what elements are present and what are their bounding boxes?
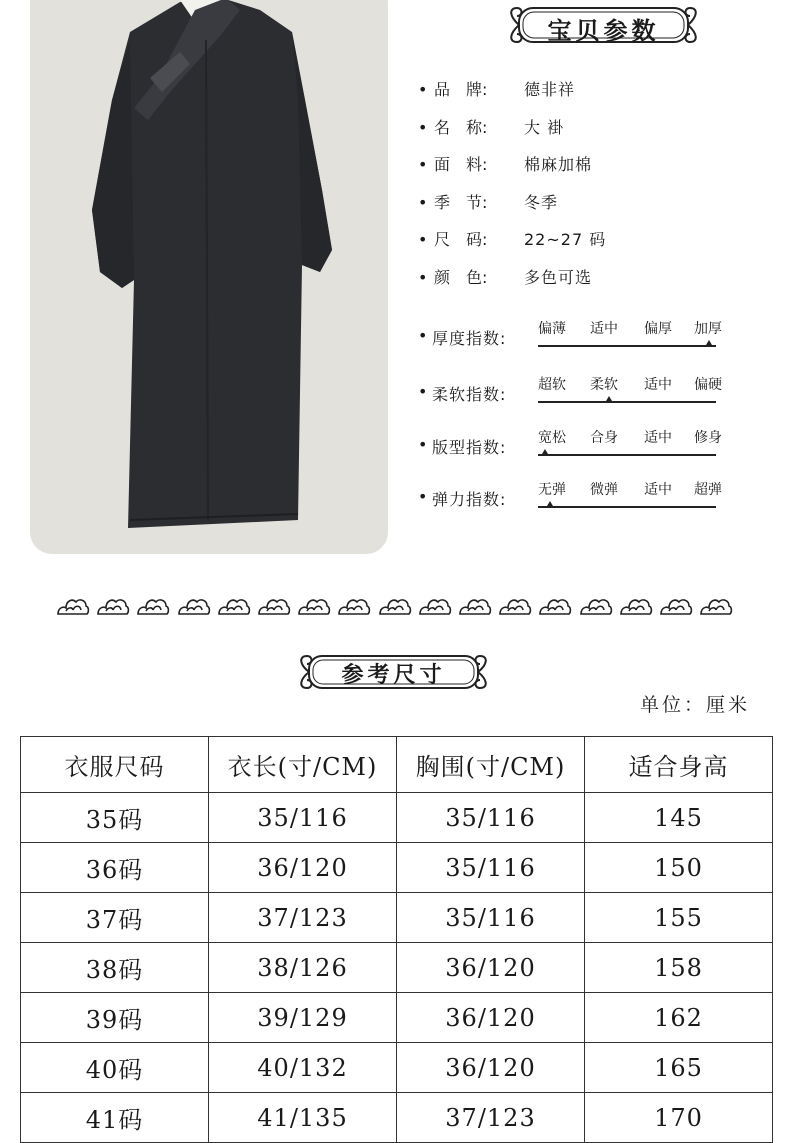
scale-option: 宽松 xyxy=(538,430,566,446)
scale-label: 柔软指数: xyxy=(432,385,507,404)
scale-option: 修身 xyxy=(694,430,722,446)
table-row xyxy=(21,843,773,893)
scale-thickness xyxy=(418,318,728,362)
table-cell: 37/123 xyxy=(209,893,397,943)
auspicious-cloud-icon xyxy=(337,590,371,620)
auspicious-cloud-icon xyxy=(217,590,251,620)
scale-option: 合身 xyxy=(590,430,618,446)
size-table xyxy=(20,736,773,1143)
table-cell: 37/123 xyxy=(397,1093,585,1143)
table-row xyxy=(21,993,773,1043)
scale-marker xyxy=(606,396,612,401)
table-cell: 170 xyxy=(585,1093,773,1143)
attr-key: 尺 码: xyxy=(434,230,488,249)
auspicious-cloud-icon xyxy=(699,590,733,620)
table-row xyxy=(21,1093,773,1143)
robe-illustration xyxy=(30,0,388,554)
scale-option: 柔软 xyxy=(590,377,618,393)
scale-option: 微弹 xyxy=(590,482,618,498)
table-cell: 35/116 xyxy=(397,893,585,943)
table-cell: 35/116 xyxy=(397,793,585,843)
bullet-icon: • xyxy=(418,435,428,454)
header-size: 衣服尺码 xyxy=(21,737,209,793)
scale-option: 适中 xyxy=(590,321,618,337)
header-chest: 胸围(寸/CM) xyxy=(397,737,585,793)
header-height: 适合身高 xyxy=(585,737,773,793)
table-cell: 162 xyxy=(585,993,773,1043)
auspicious-cloud-icon xyxy=(579,590,613,620)
scale-option: 无弹 xyxy=(538,482,566,498)
scale-track xyxy=(538,454,716,456)
table-cell: 36/120 xyxy=(209,843,397,893)
bullet-icon: • xyxy=(418,268,428,287)
scale-option: 适中 xyxy=(644,377,672,393)
table-cell: 36/120 xyxy=(397,943,585,993)
table-cell: 165 xyxy=(585,1043,773,1093)
table-cell: 40码 xyxy=(21,1043,209,1093)
scale-fit xyxy=(418,427,728,471)
bullet-icon: • xyxy=(418,487,428,506)
product-photo xyxy=(30,0,388,554)
bullet-icon: • xyxy=(418,155,428,174)
auspicious-cloud-icon xyxy=(297,590,331,620)
table-cell: 145 xyxy=(585,793,773,843)
size-title-badge xyxy=(297,652,490,692)
table-cell: 36码 xyxy=(21,843,209,893)
table-cell: 39码 xyxy=(21,993,209,1043)
scale-option: 加厚 xyxy=(694,321,722,337)
bullet-icon: • xyxy=(418,326,428,345)
attr-value: 多色可选 xyxy=(524,268,593,287)
bullet-icon: • xyxy=(418,230,428,249)
attr-key: 颜 色: xyxy=(434,268,488,287)
attr-value: 22~27 码 xyxy=(524,230,607,249)
scale-elasticity xyxy=(418,479,728,523)
table-cell: 150 xyxy=(585,843,773,893)
attr-value: 冬季 xyxy=(524,193,559,212)
bullet-icon: • xyxy=(418,382,428,401)
scale-label: 版型指数: xyxy=(432,438,507,457)
auspicious-cloud-icon xyxy=(659,590,693,620)
auspicious-cloud-icon xyxy=(56,590,90,620)
table-cell: 37码 xyxy=(21,893,209,943)
scale-option: 适中 xyxy=(644,482,672,498)
table-cell: 35/116 xyxy=(397,843,585,893)
params-title-badge xyxy=(507,4,700,46)
attr-key: 季 节: xyxy=(434,193,488,212)
auspicious-cloud-icon xyxy=(136,590,170,620)
cloud-divider xyxy=(56,590,736,622)
auspicious-cloud-icon xyxy=(498,590,532,620)
table-cell: 36/120 xyxy=(397,1043,585,1093)
auspicious-cloud-icon xyxy=(538,590,572,620)
table-cell: 39/129 xyxy=(209,993,397,1043)
attr-value: 大 褂 xyxy=(524,118,565,137)
scale-softness xyxy=(418,374,728,418)
scale-track xyxy=(538,345,716,347)
attr-value: 棉麻加棉 xyxy=(524,155,593,174)
table-cell: 40/132 xyxy=(209,1043,397,1093)
table-row xyxy=(21,943,773,993)
table-row xyxy=(21,893,773,943)
table-header-row xyxy=(21,737,773,793)
scale-option: 偏硬 xyxy=(694,377,722,393)
attr-key: 名 称: xyxy=(434,118,488,137)
table-cell: 38码 xyxy=(21,943,209,993)
table-row xyxy=(21,793,773,843)
attr-key: 品 牌: xyxy=(434,80,488,99)
auspicious-cloud-icon xyxy=(418,590,452,620)
table-cell: 158 xyxy=(585,943,773,993)
bullet-icon: • xyxy=(418,80,428,99)
table-cell: 35/116 xyxy=(209,793,397,843)
scale-option: 偏薄 xyxy=(538,321,566,337)
auspicious-cloud-icon xyxy=(257,590,291,620)
table-cell: 41/135 xyxy=(209,1093,397,1143)
attr-key: 面 料: xyxy=(434,155,488,174)
scale-option: 超软 xyxy=(538,377,566,393)
table-cell: 36/120 xyxy=(397,993,585,1043)
unit-label: 单位：厘米 xyxy=(639,694,750,716)
bullet-icon: • xyxy=(418,193,428,212)
scale-label: 厚度指数: xyxy=(432,329,507,348)
header-length: 衣长(寸/CM) xyxy=(209,737,397,793)
scale-track xyxy=(538,401,716,403)
scale-marker xyxy=(547,501,553,506)
scale-option: 偏厚 xyxy=(644,321,672,337)
auspicious-cloud-icon xyxy=(177,590,211,620)
table-cell: 35码 xyxy=(21,793,209,843)
table-row xyxy=(21,1043,773,1093)
scale-track xyxy=(538,506,716,508)
table-cell: 38/126 xyxy=(209,943,397,993)
auspicious-cloud-icon xyxy=(458,590,492,620)
scale-option: 超弹 xyxy=(694,482,722,498)
auspicious-cloud-icon xyxy=(378,590,412,620)
size-title: 参考尺寸 xyxy=(341,662,446,688)
scale-marker xyxy=(706,340,712,345)
table-cell: 155 xyxy=(585,893,773,943)
auspicious-cloud-icon xyxy=(619,590,653,620)
scale-marker xyxy=(542,449,548,454)
auspicious-cloud-icon xyxy=(96,590,130,620)
scale-label: 弹力指数: xyxy=(432,490,507,509)
scale-option: 适中 xyxy=(644,430,672,446)
bullet-icon: • xyxy=(418,118,428,137)
table-cell: 41码 xyxy=(21,1093,209,1143)
attr-value: 德非祥 xyxy=(524,80,576,99)
params-title: 宝贝参数 xyxy=(547,16,660,45)
